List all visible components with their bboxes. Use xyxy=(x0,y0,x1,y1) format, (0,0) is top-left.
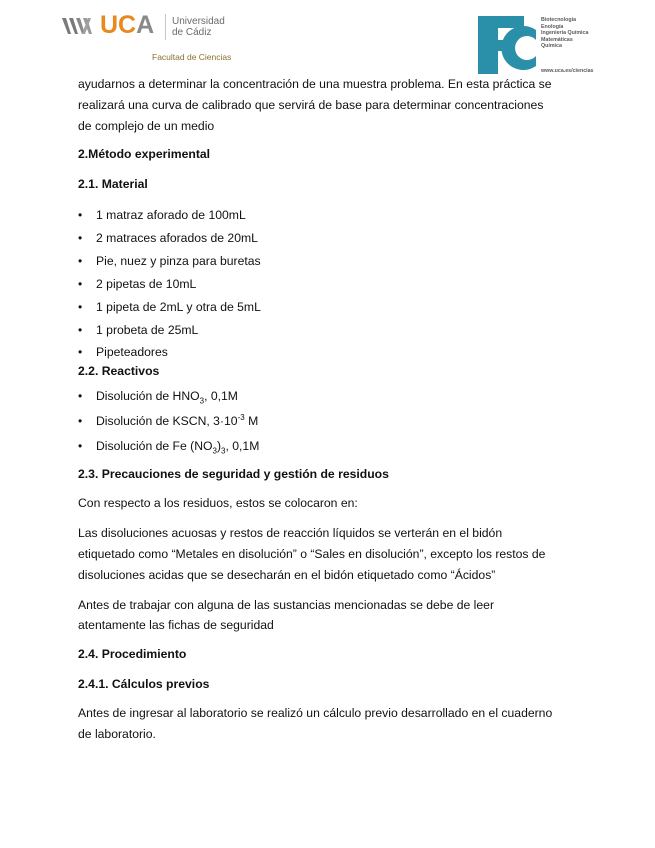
list-item: • 2 pipetas de 10mL xyxy=(78,273,598,296)
reagents-list xyxy=(78,384,598,459)
safety-paragraph-1: Las disoluciones acuosas y restos de reacción líquidos se verterán en el bidón etiquetado como “Metales en disolución” o “Sales en disolución”, excepto los restos de disoluciones acidas que se desecharán en el bidón etiquetado como “Ácidos” xyxy=(78,526,546,582)
intro-paragraph: ayudarnos a determinar la concentración de una muestra problema. En esta práctica se realizará una curva de calibrado que servirá de base para determinar concentraciones de complejo de un medio xyxy=(78,77,552,133)
list-item: • Disolución de KSCN, $3\cdot 10^{-3}$ M xyxy=(78,409,598,434)
logo-divider xyxy=(165,14,166,40)
list-item: • Pipeteadores xyxy=(78,342,598,362)
materials-list xyxy=(78,204,598,362)
fc-website: www.uca.es/ciencias xyxy=(541,68,594,74)
heading-reagents: 2.2. Reactivos xyxy=(78,364,160,379)
safety-intro: Con respecto a los residuos, estos se colocaron en: xyxy=(78,496,358,511)
uca-wordmark: UCA xyxy=(100,11,155,39)
safety-paragraph-2: Antes de trabajar con alguna de las sustancias mencionadas se debe de leer atentamente las fichas de seguridad xyxy=(78,597,494,633)
list-item: • 1 pipeta de 2mL y otra de 5mL xyxy=(78,296,598,319)
heading-calculations: 2.4.1. Cálculos previos xyxy=(78,677,210,692)
list-item: • Disolución de $HNO_3$, 0,1M xyxy=(78,384,598,409)
faculty-name: Facultad de Ciencias xyxy=(152,52,232,62)
uca-emblem-icon xyxy=(60,14,98,38)
heading-method: 2.Método experimental xyxy=(78,147,211,162)
list-item: • Pie, nuez y pinza para buretas xyxy=(78,250,598,273)
fc-degree-list: Biotecnología Enología Ingeniería Química Matemáticas Química xyxy=(541,17,589,50)
list-item: • 2 matraces aforados de 20mL xyxy=(78,227,598,250)
heading-material: 2.1. Material xyxy=(78,177,148,192)
fc-logo xyxy=(478,16,613,78)
fc-emblem-icon xyxy=(478,16,536,74)
calc-paragraph: Antes de ingresar al laboratorio se realizó un cálculo previo desarrollado en el cuaderno de laboratorio. xyxy=(78,706,553,741)
heading-procedure: 2.4. Procedimiento xyxy=(78,647,187,662)
document-body xyxy=(78,74,598,745)
uca-logo xyxy=(60,6,246,72)
list-item: • 1 matraz aforado de 100mL xyxy=(78,204,598,227)
list-item: • 1 probeta de 25mL xyxy=(78,319,598,342)
university-name: Universidad de Cádiz xyxy=(172,16,225,38)
heading-safety: 2.3. Precauciones de seguridad y gestión de residuos xyxy=(78,467,389,482)
list-item: • Disolución de Fe $(NO_3)_3$, 0,1M xyxy=(78,434,598,459)
